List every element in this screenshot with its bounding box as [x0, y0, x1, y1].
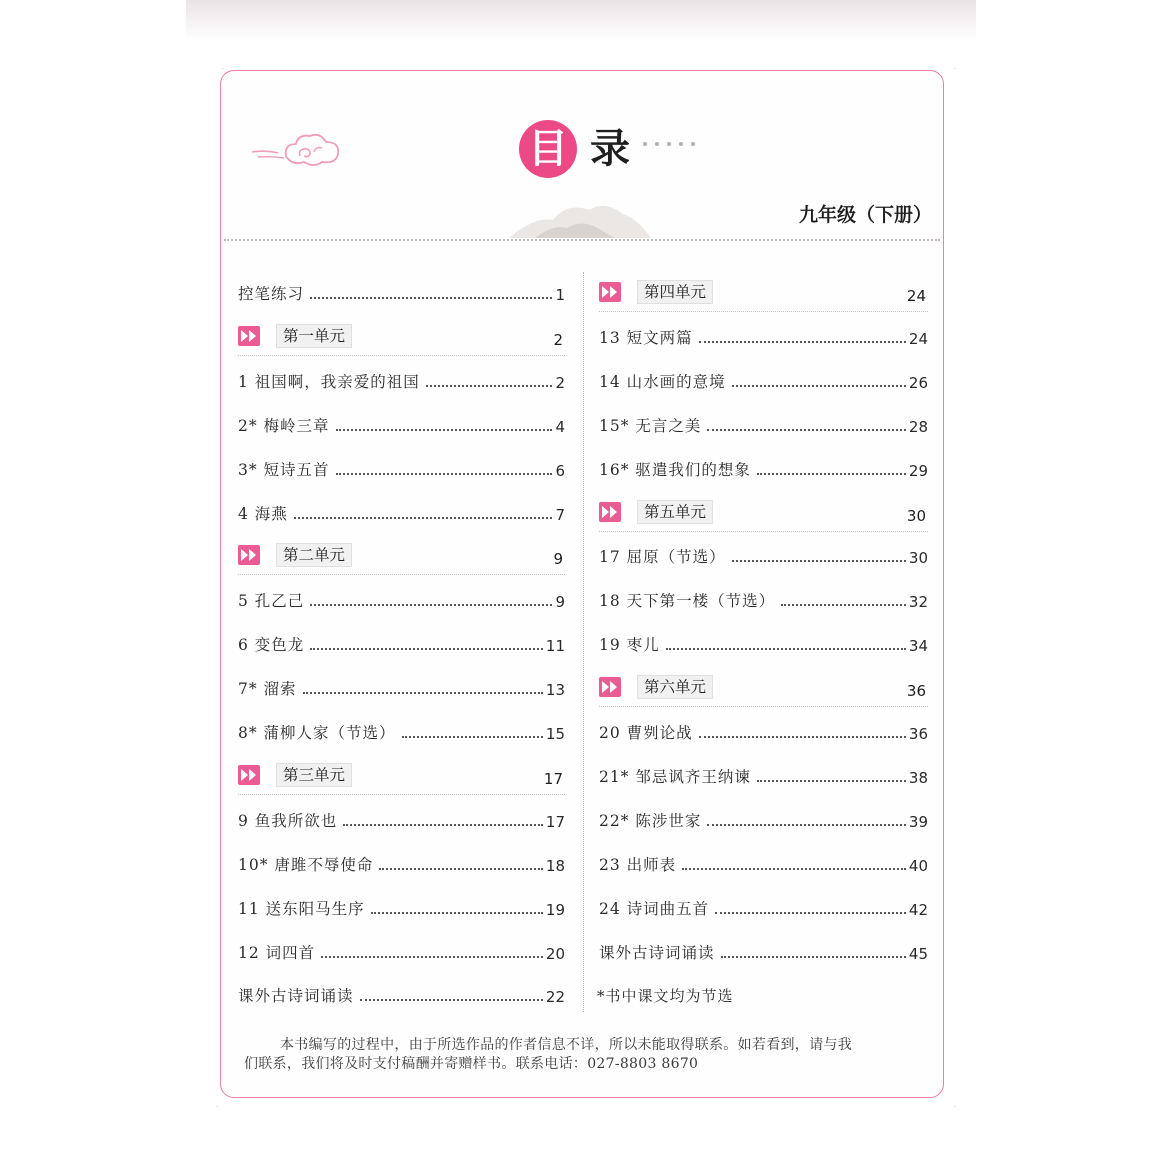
- toc-entry-title: 11 送东阳马生序: [238, 899, 365, 918]
- unit-heading: [599, 498, 928, 532]
- toc-entry-title: 20 曹刿论战: [599, 724, 693, 742]
- unit-name: 第二单元: [276, 543, 352, 567]
- dot-leader: [732, 385, 906, 387]
- toc-entry: [599, 765, 928, 787]
- toc-page-number: 22: [545, 988, 565, 1007]
- toc-entry: [238, 502, 565, 524]
- dot-leader: [732, 560, 906, 562]
- toc-entry: [599, 326, 928, 348]
- toc-entry: [238, 984, 565, 1006]
- toc-page-number: 13: [545, 681, 565, 700]
- toc-entry-title: 4 海燕: [238, 504, 288, 523]
- toc-page-number: 4: [555, 417, 565, 436]
- toc-entry-title: 6 变色龙: [238, 636, 305, 655]
- toc-page-number: 7: [555, 505, 565, 524]
- toc-page-number: 26: [908, 373, 928, 392]
- dot-leader: [371, 912, 543, 914]
- toc-page-number: 30: [908, 549, 928, 568]
- toc-entry-title: 14 山水画的意境: [599, 372, 726, 391]
- crop-mark: ·: [222, 66, 224, 73]
- fast-forward-icon: [599, 502, 621, 522]
- header-divider: [224, 239, 940, 241]
- toc-page-number: 6: [555, 461, 565, 480]
- unit-heading: [599, 278, 928, 312]
- toc-entry-title: 13 短文两篇: [599, 328, 693, 347]
- dot-leader: [336, 429, 553, 431]
- toc-page-number: 28: [908, 417, 928, 436]
- toc-entry: [599, 633, 928, 655]
- toc-entry-title: 24 诗词曲五首: [599, 899, 710, 918]
- toc-entry: [599, 853, 928, 875]
- toc-page-number: 20: [545, 944, 565, 963]
- toc-entry-title: 21* 邹忌讽齐王纳谏: [599, 767, 751, 786]
- toc-entry: [599, 370, 928, 392]
- toc-entry: [238, 721, 565, 743]
- dot-leader: [343, 824, 543, 826]
- unit-name: 第五单元: [637, 500, 713, 524]
- scan-top-shadow: [186, 0, 976, 40]
- toc-entry-title: 18 天下第一楼（节选）: [599, 592, 776, 611]
- copyright-notice: [244, 1036, 920, 1074]
- unit-page-number: 9: [553, 550, 563, 569]
- notice-line-1: 本书编写的过程中，由于所选作品的作者信息不详，所以未能取得联系。如若看到，请与我: [280, 1037, 852, 1053]
- title-dots-icon: [642, 141, 702, 147]
- fast-forward-icon: [599, 282, 621, 302]
- toc-entry: [599, 941, 928, 963]
- mountain-decoration-icon: [505, 198, 655, 240]
- toc-entry: [238, 853, 565, 875]
- dot-leader: [699, 736, 906, 738]
- dot-leader: [757, 780, 906, 782]
- dot-leader: [402, 736, 543, 738]
- toc-page-number: 45: [908, 944, 928, 963]
- cloud-decoration-icon: [248, 126, 344, 170]
- toc-entry-title: 22* 陈涉世家: [599, 811, 702, 830]
- dot-leader: [426, 385, 553, 387]
- dot-leader: [310, 297, 552, 299]
- toc-entry: [238, 414, 565, 436]
- toc-page-number: 32: [908, 593, 928, 612]
- toc-page-number: 39: [908, 812, 928, 831]
- toc-page-number: 38: [908, 768, 928, 787]
- fast-forward-icon: [238, 765, 260, 785]
- toc-entry-title: 19 枣儿: [599, 636, 660, 655]
- unit-page-number: 17: [543, 769, 563, 788]
- dot-leader: [715, 912, 906, 914]
- dot-leader: [781, 604, 906, 606]
- unit-heading: [599, 673, 928, 707]
- toc-entry: [238, 282, 565, 304]
- fast-forward-icon: [599, 677, 621, 697]
- toc-page-number: 15: [545, 725, 565, 743]
- dot-leader: [294, 517, 553, 519]
- unit-page-number: 24: [906, 287, 926, 305]
- toc-entry: [599, 897, 928, 919]
- footnote: *书中课文均为节选: [597, 987, 734, 1005]
- dot-leader: [666, 648, 906, 650]
- toc-page-number: 2: [555, 373, 565, 392]
- dot-leader: [707, 429, 906, 431]
- dot-leader: [757, 473, 906, 475]
- toc-entry-title: 8* 蒲柳人家（节选）: [238, 724, 396, 742]
- unit-heading: [238, 541, 565, 575]
- toc-entry-title: 2* 梅岭三章: [238, 416, 330, 435]
- dot-leader: [360, 999, 543, 1001]
- toc-entry: [238, 897, 565, 919]
- dot-leader: [707, 824, 906, 826]
- unit-page-number: 2: [553, 330, 563, 349]
- toc-entry: [238, 370, 565, 392]
- dot-leader: [310, 604, 552, 606]
- toc-entry: [238, 633, 565, 655]
- unit-name: 第一单元: [276, 324, 352, 348]
- unit-page-number: 36: [906, 682, 926, 701]
- toc-page-number: 36: [908, 725, 928, 743]
- toc-page-number: 18: [545, 856, 565, 875]
- toc-entry-title: 7* 溜索: [238, 680, 297, 699]
- toc-entry-title: 课外古诗词诵读: [599, 943, 715, 962]
- toc-entry: [599, 414, 928, 436]
- toc-page-number: 17: [545, 812, 565, 831]
- toc-entry-title: 5 孔乙己: [238, 592, 305, 611]
- crop-mark: ·: [954, 66, 956, 73]
- toc-entry-title: 12 词四首: [238, 943, 316, 962]
- dot-leader: [682, 868, 906, 870]
- unit-heading: [238, 322, 565, 356]
- column-divider: [583, 272, 584, 1012]
- toc-entry: [238, 589, 565, 611]
- dot-leader: [303, 692, 543, 694]
- dot-leader: [321, 956, 543, 958]
- toc-entry-title: 控笔练习: [238, 285, 305, 303]
- toc-page-number: 11: [545, 637, 565, 656]
- unit-name: 第三单元: [276, 763, 352, 787]
- crop-mark: ·: [954, 1104, 956, 1111]
- toc-entry: [599, 721, 928, 743]
- toc-page-number: 34: [908, 637, 928, 656]
- toc-page-number: 1: [555, 286, 565, 304]
- unit-page-number: 30: [906, 506, 926, 525]
- toc-entry: [238, 809, 565, 831]
- toc-page-number: 9: [555, 593, 565, 612]
- toc-entry: [238, 941, 565, 963]
- toc-entry-title: 10* 唐雎不辱使命: [238, 855, 374, 874]
- toc-entry: [599, 809, 928, 831]
- toc-entry-title: 9 鱼我所欲也: [238, 811, 338, 830]
- toc-page-number: 24: [908, 329, 928, 348]
- toc-page-number: 40: [908, 856, 928, 875]
- toc-entry-title: 15* 无言之美: [599, 416, 702, 435]
- dot-leader: [699, 341, 906, 343]
- toc-entry: [238, 677, 565, 699]
- dot-leader: [379, 868, 543, 870]
- toc-page-number: 19: [545, 900, 565, 919]
- toc-page-number: 42: [908, 900, 928, 919]
- page-title: 录: [590, 126, 630, 172]
- toc-entry-title: 23 出师表: [599, 855, 677, 874]
- toc-entry: [599, 589, 928, 611]
- toc-entry: [599, 545, 928, 567]
- dot-leader: [721, 956, 906, 958]
- toc-entry-title: 17 屈原（节选）: [599, 548, 726, 567]
- toc-entry-title: 1 祖国啊，我亲爱的祖国: [238, 372, 420, 391]
- notice-line-2: 们联系，我们将及时支付稿酬并寄赠样书。联系电话：027-8803 8670: [244, 1056, 699, 1072]
- toc-entry-title: 16* 驱遣我们的想象: [599, 460, 751, 479]
- fast-forward-icon: [238, 545, 260, 565]
- toc-page-number: 29: [908, 461, 928, 480]
- toc-entry-title: 课外古诗词诵读: [238, 987, 354, 1006]
- dot-leader: [336, 473, 553, 475]
- unit-heading: [238, 761, 565, 795]
- toc-entry-title: 3* 短诗五首: [238, 460, 330, 479]
- unit-name: 第六单元: [637, 675, 713, 699]
- grade-label: 九年级（下册）: [798, 204, 932, 226]
- dot-leader: [310, 648, 543, 650]
- title-first-char: 目: [519, 120, 577, 178]
- crop-mark: ·: [216, 1104, 218, 1111]
- unit-name: 第四单元: [637, 280, 713, 304]
- toc-entry: [599, 458, 928, 480]
- fast-forward-icon: [238, 326, 260, 346]
- toc-entry: [238, 458, 565, 480]
